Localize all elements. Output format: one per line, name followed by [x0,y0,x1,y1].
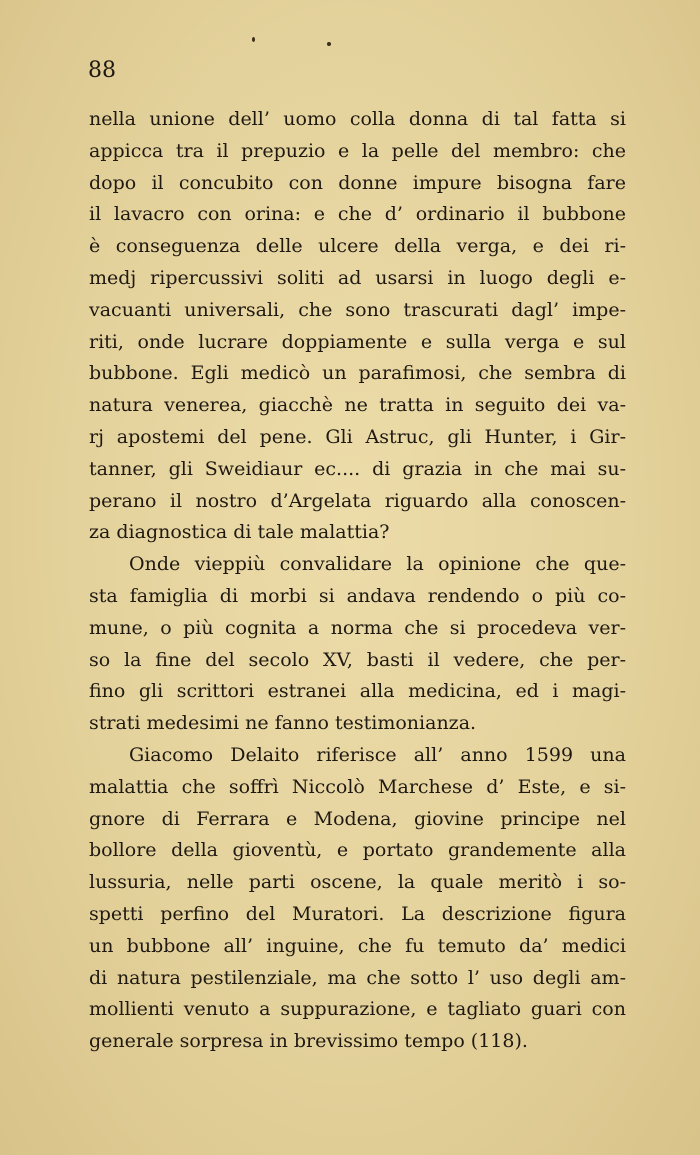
text-line: rj apostemi del pene. Gli Astruc, gli Hunter, i Gir- [89,425,626,448]
text-line: mune, o più cognita a norma che si procedeva ver- [89,616,626,639]
text-line: mollienti venuto a suppurazione, e tagliato guari con [89,998,626,1021]
paragraph [89,104,626,549]
text-line: Giacomo Delaito riferisce all’ anno 1599 una [129,743,626,766]
text-line: lussuria, nelle parti oscene, la quale meritò i so- [89,871,626,894]
body-text [89,104,626,1058]
text-line: tanner, gli Sweidiaur ec.... di grazia in che mai su- [89,457,626,480]
text-line: bubbone. Egli medicò un parafimosi, che sembra di [89,362,626,385]
text-line: nella unione dell’ uomo colla donna di tal fatta si [89,108,626,130]
text-line: il lavacro con orina: e che d’ ordinario il bubbone [89,203,626,226]
text-line: vacuanti universali, che sono trascurati dagl’ impe- [89,298,626,321]
text-line: dopo il concubito con donne impure bisogna fare [89,171,626,194]
text-line: gnore di Ferrara e Modena, giovine principe nel [89,807,626,830]
text-line: medj ripercussivi soliti ad usarsi in luogo degli e- [89,266,626,289]
text-line: perano il nostro d’Argelata riguardo alla conoscen- [89,489,626,512]
text-line: appicca tra il prepuzio e la pelle del membro: che [89,139,626,162]
ink-speck [252,37,255,42]
paragraph [89,740,626,1058]
text-line: è conseguenza delle ulcere della verga, e dei ri- [89,235,626,258]
text-line: strati medesimi ne fanno testimonianza. [89,712,477,735]
paragraph [89,549,626,740]
page-number: 88 [88,58,116,83]
text-line: so la fine del secolo XV, basti il vedere, che per- [89,648,626,671]
text-line: bollore della gioventù, e portato grandemente alla [89,839,626,862]
text-line: malattia che soffrì Niccolò Marchese d’ Este, e si- [89,775,626,798]
text-line: Onde vieppiù convalidare la opinione che que- [129,553,626,576]
text-line: di natura pestilenziale, ma che sotto l’ uso degli am- [89,966,626,989]
text-line: natura venerea, giacchè ne tratta in seguito dei va- [89,394,626,417]
text-line: generale sorpresa in brevissimo tempo (118). [89,1030,528,1053]
text-line: un bubbone all’ inguine, che fu temuto da’ medici [89,934,626,957]
ink-speck [327,42,331,46]
text-line: sta famiglia di morbi si andava rendendo o più co- [89,584,626,607]
text-line: za diagnostica di tale malattia? [89,521,390,544]
text-line: fino gli scrittori estranei alla medicina, ed i magi- [89,680,626,703]
text-line: spetti perfino del Muratori. La descrizione figura [89,902,626,925]
text-line: riti, onde lucrare doppiamente e sulla verga e sul [89,330,626,353]
